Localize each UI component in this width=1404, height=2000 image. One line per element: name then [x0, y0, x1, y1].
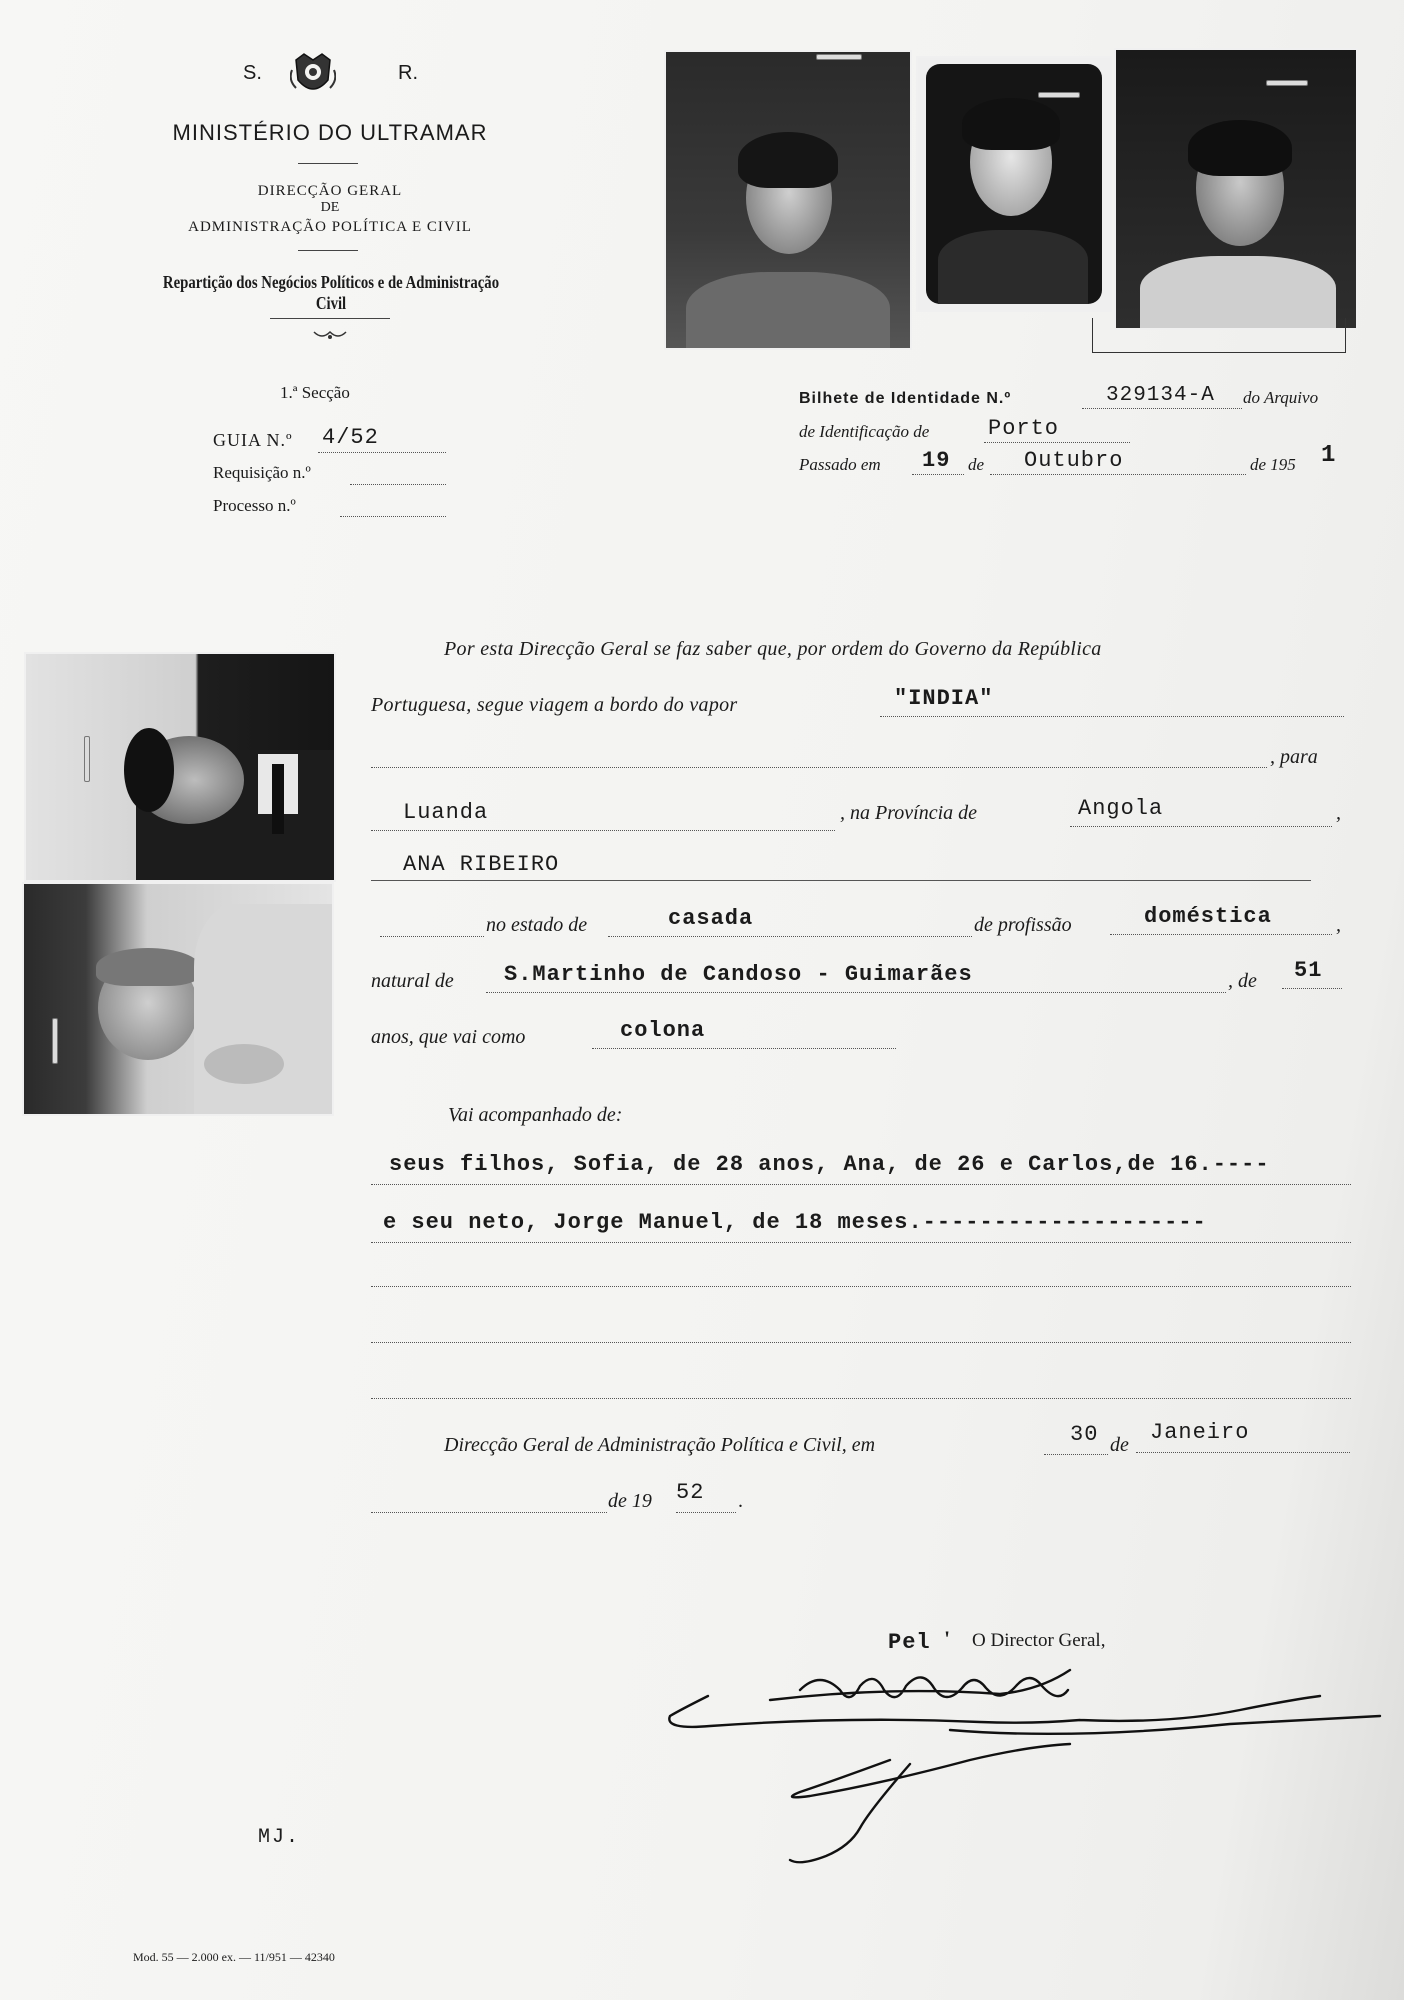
coat-of-arms-icon [290, 50, 336, 100]
do-arquivo: do Arquivo [1243, 388, 1319, 407]
seccao: 1.ª Secção [280, 383, 350, 402]
acomp-field-2 [371, 1210, 1351, 1243]
ornament-icon [312, 328, 348, 342]
de1: de [968, 455, 985, 474]
paragraph-line1: Por esta Direcção Geral se faz saber que, por ordem do Governo da República [444, 638, 1102, 660]
direccao-line3: ADMINISTRAÇÃO POLÍTICA E CIVIL [188, 219, 472, 235]
blank-line [371, 1374, 1351, 1399]
photo-woman-2 [918, 58, 1110, 310]
idade-label: , de [1228, 970, 1257, 992]
requisicao-label: Requisição n.º [213, 463, 311, 482]
province-field [1070, 796, 1332, 827]
processo-label: Processo n.º [213, 496, 296, 515]
paragraph-line2: Portuguesa, segue viagem a bordo do vapor [371, 694, 738, 716]
passado-label: Passado em [799, 455, 881, 474]
processo-field [340, 494, 446, 517]
city: Porto [988, 416, 1060, 441]
provincia-label: , na Província de [840, 802, 978, 824]
blank-line [371, 1318, 1351, 1343]
ship-name: "INDIA" [894, 686, 994, 711]
month: Outubro [1024, 448, 1124, 473]
initials: MJ. [258, 1826, 301, 1849]
closing-year-prefix: de 19 [608, 1490, 652, 1512]
acompanhado-label: Vai acompanhado de: [448, 1104, 623, 1126]
pel-label: Pel [888, 1630, 931, 1655]
divider [298, 250, 358, 251]
estado-label: no estado de [486, 914, 588, 936]
identificacao-label: de Identificação de [799, 422, 930, 441]
acomp-line1: seus filhos, Sofia, de 28 anos, Ana, de 26 e Carlos,de 16.---- [389, 1152, 1270, 1177]
guia-value: 4/52 [322, 425, 379, 450]
closing-period: . [738, 1490, 743, 1512]
direccao-line1: DIRECÇÃO GERAL [257, 183, 403, 199]
form-model: Mod. 55 — 2.000 ex. — 11/951 — 42340 [133, 1950, 335, 1964]
photo-man [26, 654, 334, 880]
closing-year-suffix: 52 [676, 1480, 705, 1505]
guia-label: GUIA N.º [213, 430, 293, 450]
closing-day: 30 [1070, 1422, 1099, 1447]
province-comma: , [1336, 802, 1341, 824]
requisicao-field [350, 462, 446, 485]
sr-right: R. [398, 62, 418, 84]
direccao-line2: DE [320, 200, 340, 215]
sr-left: S. [243, 62, 262, 84]
closing-line: Direcção Geral de Administração Política e Civil, em [444, 1434, 876, 1456]
anos-label: anos, que vai como [371, 1026, 526, 1048]
photo-woman-1 [666, 52, 910, 348]
ministry-title: MINISTÉRIO DO ULTRAMAR [172, 120, 488, 145]
month-field [990, 448, 1246, 475]
closing-month-field [1136, 1420, 1350, 1453]
blank-line [371, 743, 1267, 768]
closing-year-field [676, 1480, 736, 1513]
profissao: doméstica [1144, 904, 1272, 929]
closing-blank [371, 1488, 607, 1513]
day: 19 [922, 448, 951, 473]
blank-short [380, 912, 484, 937]
estado: casada [668, 906, 754, 931]
signature [650, 1660, 1390, 1870]
destination-field [371, 800, 835, 831]
closing-month: Janeiro [1150, 1420, 1250, 1445]
como-field [592, 1018, 896, 1049]
day-field [912, 448, 964, 475]
name-field [371, 852, 1311, 881]
director-label: O Director Geral, [972, 1630, 1106, 1651]
profissao-comma: , [1336, 914, 1341, 936]
guia-field [318, 424, 446, 453]
year-digit: 1 [1321, 442, 1337, 469]
province: Angola [1078, 796, 1164, 821]
pel-mark: ' [944, 1626, 951, 1651]
ship-field [880, 686, 1344, 717]
reparticao-title: Repartição dos Negócios Políticos e de Administração Civil [162, 272, 500, 313]
acomp-line2: e seu neto, Jorge Manuel, de 18 meses.-------------------- [383, 1210, 1207, 1235]
natural: S.Martinho de Candoso - Guimarães [504, 962, 973, 987]
natural-field [486, 962, 1226, 993]
como: colona [620, 1018, 706, 1043]
bilhete-field [1082, 384, 1242, 409]
photo-baby [24, 884, 332, 1114]
destination: Luanda [403, 800, 489, 825]
divider [298, 163, 358, 164]
idade-field [1282, 958, 1342, 989]
para-label: , para [1270, 746, 1318, 768]
city-field [984, 416, 1130, 443]
idade: 51 [1294, 958, 1323, 983]
blank-line [371, 1262, 1351, 1287]
profissao-field [1110, 904, 1332, 935]
closing-day-field [1044, 1422, 1108, 1455]
bilhete-number: 329134-A [1106, 384, 1215, 407]
name: ANA RIBEIRO [403, 852, 560, 877]
photo-frame-line [1092, 318, 1346, 353]
profissao-label: de profissão [974, 914, 1072, 936]
photo-woman-3 [1116, 50, 1356, 328]
estado-field [608, 906, 972, 937]
divider [270, 318, 390, 319]
de-year: de 195 [1250, 455, 1296, 474]
natural-label: natural de [371, 970, 454, 992]
bilhete-label: Bilhete de Identidade N.º [799, 390, 1012, 407]
acomp-field-1 [371, 1152, 1351, 1185]
closing-de: de [1110, 1434, 1129, 1456]
